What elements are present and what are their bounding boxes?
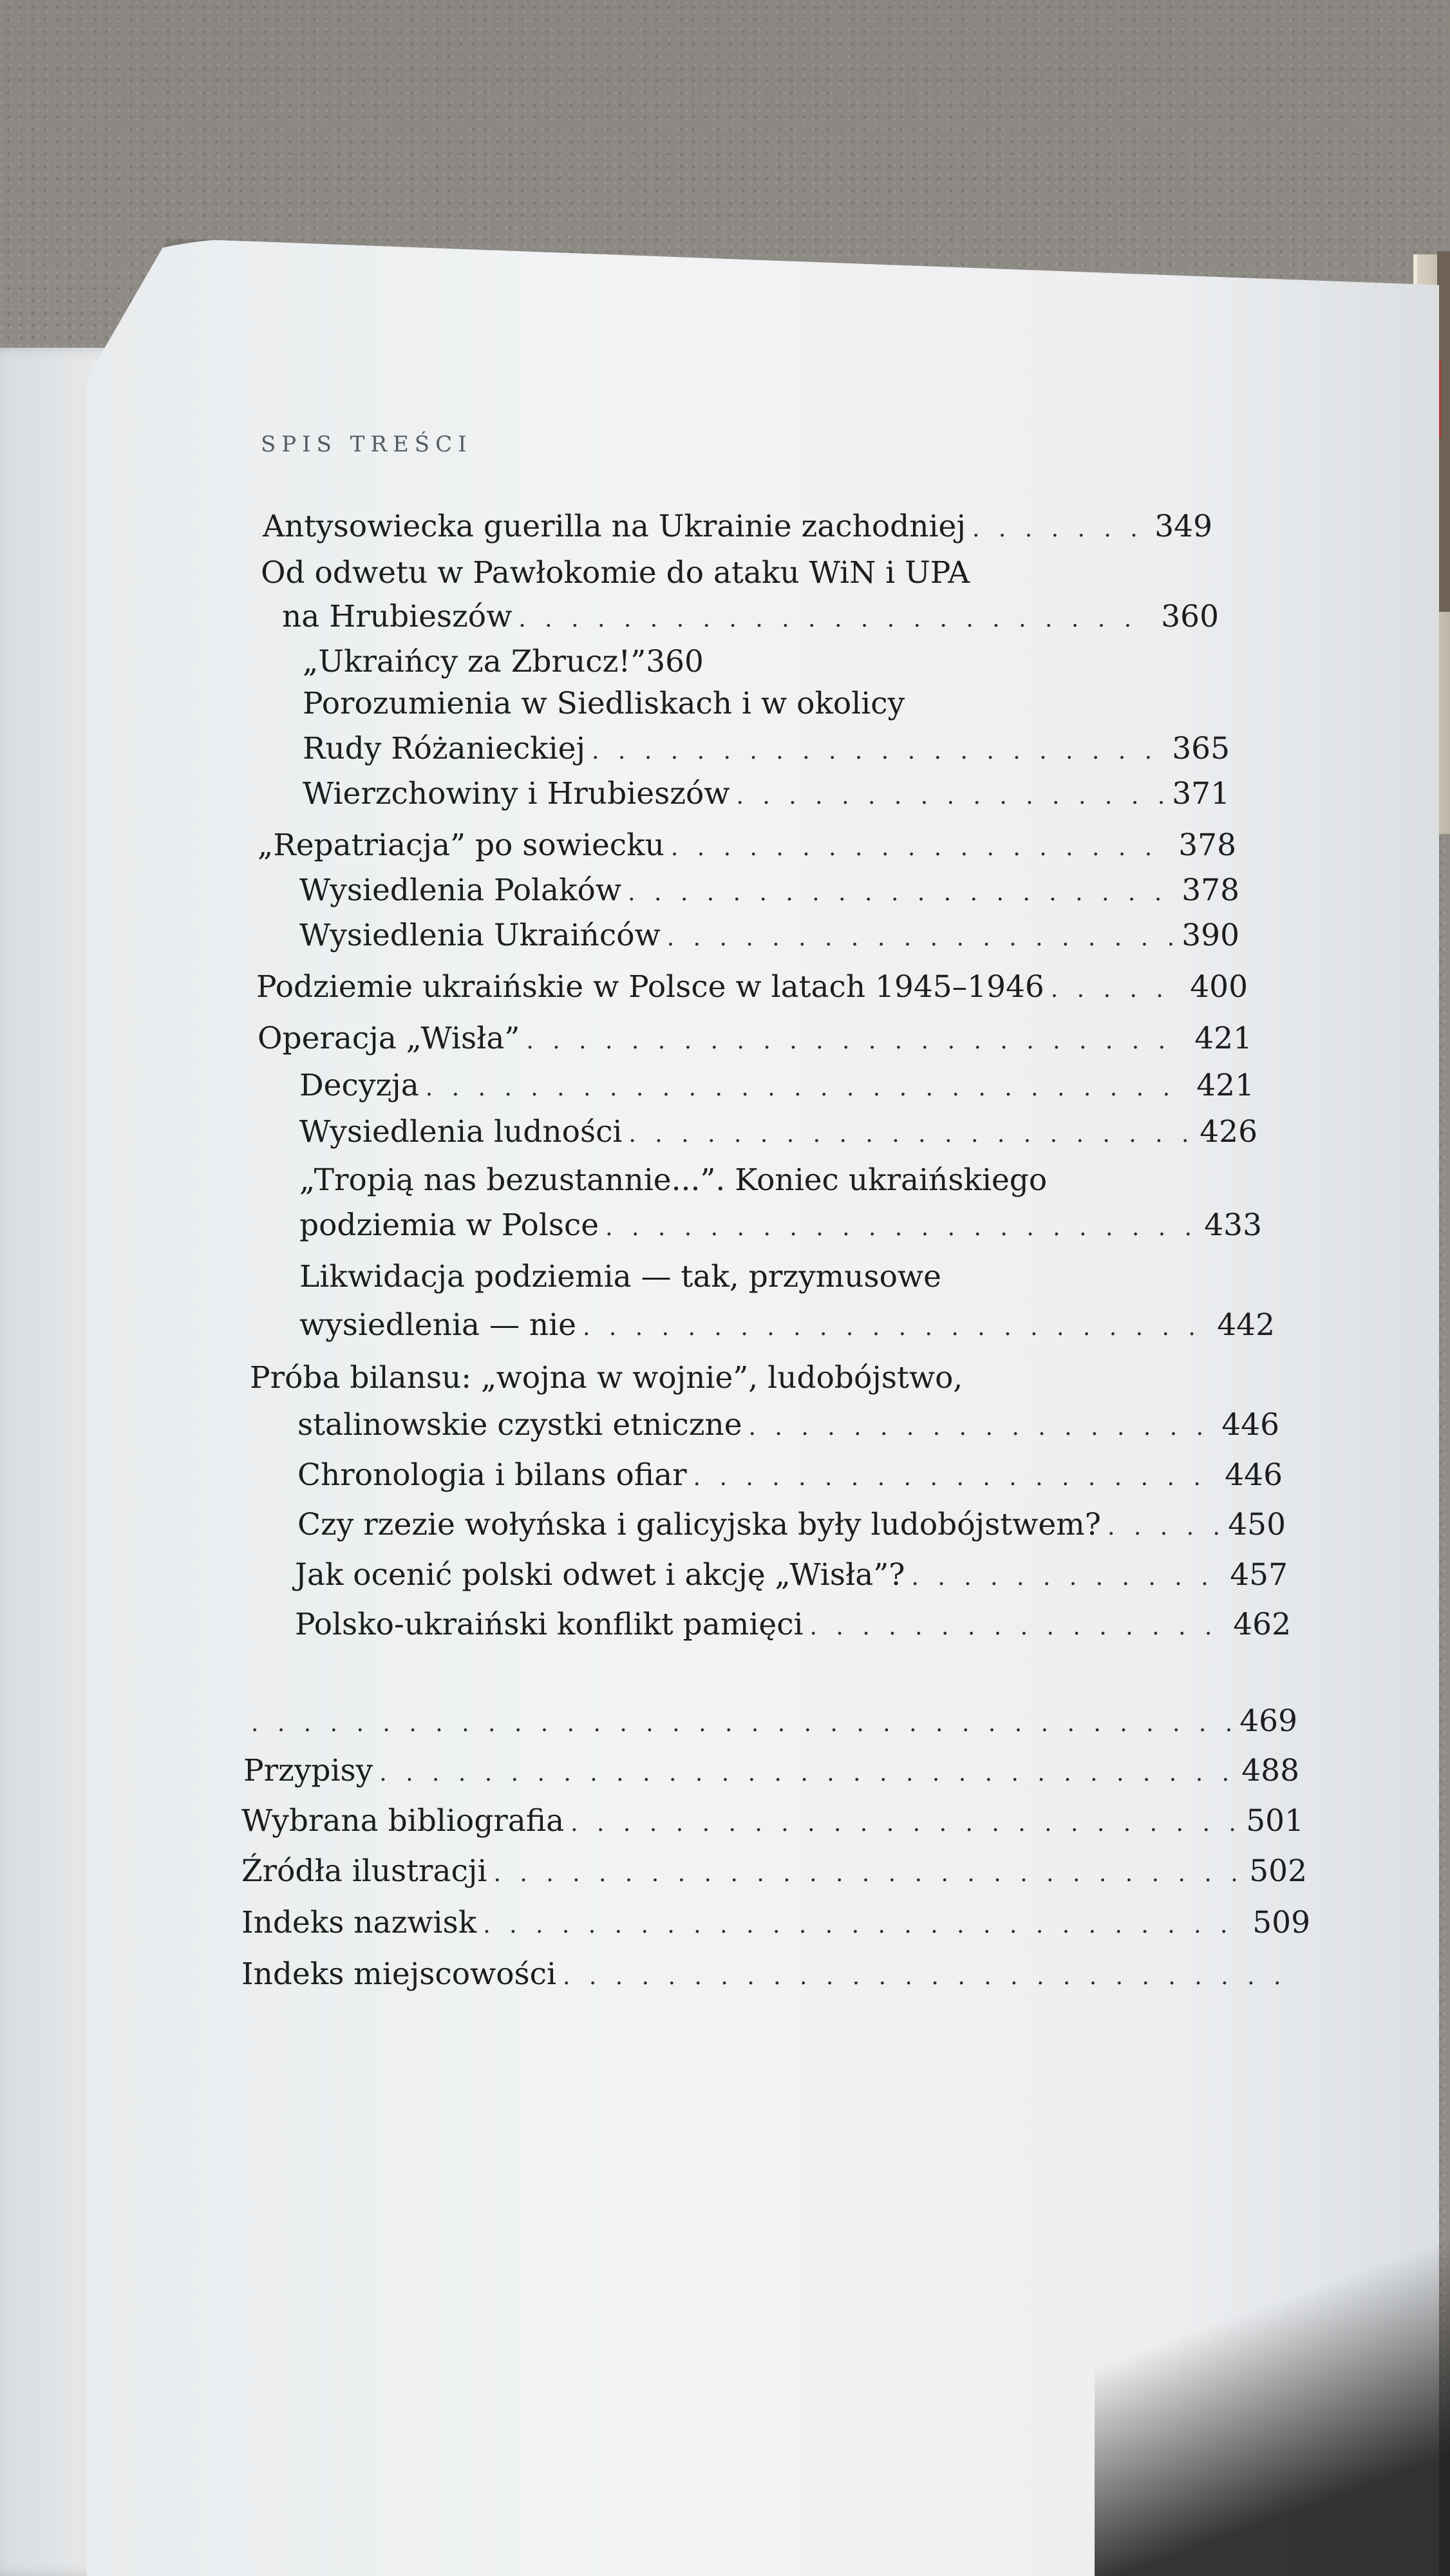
toc-entry-page-number: 421: [1194, 1021, 1252, 1056]
toc-entry-title: Przypisy: [243, 1753, 373, 1788]
toc-entry: [258, 828, 1236, 863]
toc-entry-page-number: 457: [1230, 1557, 1288, 1593]
toc-entry-page-number: 390: [1182, 918, 1239, 953]
toc-entry-title: „Tropią nas bezustannie...”. Koniec ukraińskiego: [299, 1162, 1048, 1198]
toc-entry: [256, 969, 1248, 1005]
toc-entry-page-number: 421: [1196, 1068, 1254, 1103]
toc-entry: [263, 509, 1212, 544]
toc-entry-page-number: 469: [1239, 1703, 1297, 1739]
dot-leader: [493, 1861, 1240, 1887]
toc-entry: [261, 555, 1210, 591]
dot-leader: [426, 1075, 1188, 1101]
toc-entry: [299, 1307, 1275, 1343]
toc-entry: [241, 1905, 1310, 1940]
toc-entry: [282, 599, 1219, 634]
toc-entry: [303, 776, 1230, 811]
toc-entry-page-number: 502: [1249, 1853, 1307, 1889]
toc-entry: [299, 1114, 1257, 1150]
dot-leader: [526, 1028, 1185, 1054]
toc-entry-page-number: 371: [1172, 776, 1230, 811]
toc-entry: [295, 1557, 1288, 1593]
toc-entry: [299, 1259, 1272, 1294]
running-header: SPIS TREŚCI: [261, 431, 473, 457]
toc-entry-title: Rudy Różanieckiej: [303, 731, 586, 766]
toc-entry-title: podziemia w Polsce: [299, 1208, 599, 1243]
toc-entry-page-number: 378: [1178, 828, 1236, 863]
toc-entry: [297, 1457, 1283, 1493]
dot-leader: [583, 1314, 1208, 1341]
toc-entry-title: Antysowiecka guerilla na Ukrainie zachodniej: [263, 509, 966, 544]
toc-entry-title: Indeks miejscowości: [241, 1956, 557, 1992]
toc-entry-page-number: 450: [1228, 1507, 1286, 1542]
toc-entry: [303, 644, 1220, 679]
toc-entry: [303, 731, 1230, 766]
toc-entry-title: Od odwetu w Pawłokomie do ataku WiN i UPA: [261, 555, 970, 591]
dot-leader: [667, 925, 1173, 951]
toc-entry-title: Próba bilansu: „wojna w wojnie”, ludobójstwo,: [250, 1360, 963, 1396]
toc-entry-title: Indeks nazwisk: [241, 1905, 477, 1940]
toc-entry: [241, 1956, 1310, 1992]
dot-leader: [972, 516, 1145, 542]
dot-leader: [563, 1964, 1301, 1990]
dot-leader: [749, 1414, 1213, 1441]
toc-entry-title: Czy rzezie wołyńska i galicyjska były ludobójstwem?: [297, 1507, 1101, 1542]
dot-leader: [628, 1121, 1191, 1148]
toc-entry-page-number: 462: [1233, 1607, 1291, 1642]
dot-leader: [251, 1710, 1230, 1737]
dot-leader: [518, 606, 1152, 632]
toc-entry-title: Wysiedlenia ludności: [299, 1114, 623, 1150]
toc-entry: [299, 1068, 1254, 1103]
toc-entry-page-number: 433: [1204, 1208, 1262, 1243]
toc-entry-title: Polsko-ukraiński konflikt pamięci: [295, 1607, 804, 1642]
toc-entry: [241, 1803, 1304, 1839]
toc-entry-page-number: 378: [1182, 873, 1239, 908]
toc-entry-title: Chronologia i bilans ofiar: [297, 1457, 687, 1493]
toc-entry: [243, 1753, 1299, 1788]
toc-entry-page-number: 509: [1252, 1905, 1310, 1940]
toc-entry-title: Wysiedlenia Polaków: [299, 873, 622, 908]
toc-entry: [297, 1507, 1286, 1542]
dot-leader: [693, 1464, 1216, 1491]
toc-entry-title: Operacja „Wisła”: [258, 1021, 520, 1056]
toc-entry-title: Podziemie ukraińskie w Polsce w latach 1945–1946: [256, 969, 1044, 1005]
toc-entry-page-number: 426: [1200, 1114, 1257, 1150]
toc-entry-page-number: 488: [1241, 1753, 1299, 1788]
toc-entry-page-number: 442: [1217, 1307, 1275, 1343]
dot-leader: [605, 1215, 1195, 1241]
toc-entry: [299, 918, 1239, 953]
shadow: [1095, 2222, 1450, 2576]
toc-entry: [299, 873, 1239, 908]
toc-entry-page-number: 446: [1225, 1457, 1283, 1493]
toc-entry-title: „Ukraińcy za Zbrucz!”: [303, 644, 646, 679]
dot-leader: [592, 738, 1163, 764]
dot-leader: [379, 1760, 1232, 1786]
toc-entry: [241, 1853, 1307, 1889]
toc-entry-page-number: 360: [1161, 599, 1219, 634]
toc-entry-title: Wysiedlenia Ukraińców: [299, 918, 661, 953]
dot-leader: [810, 1614, 1225, 1640]
toc-entry-title: „Repatriacja” po sowiecku: [258, 828, 664, 863]
toc-entry-page-number: 400: [1190, 969, 1248, 1005]
dot-leader: [911, 1564, 1221, 1591]
toc-entry-title: Wierzchowiny i Hrubieszów: [303, 776, 730, 811]
toc-entry-page-number: 365: [1172, 731, 1230, 766]
toc-entry-title: Porozumienia w Siedliskach i w okolicy: [303, 686, 905, 721]
toc-entry: [303, 686, 1220, 721]
toc-entry: [297, 1407, 1279, 1443]
toc-entry-page-number: 360: [646, 644, 704, 679]
dot-leader: [737, 783, 1163, 810]
toc-entry-title: Jak ocenić polski odwet i akcję „Wisła”?: [295, 1557, 905, 1593]
toc-entry-title: Decyzja: [299, 1068, 419, 1103]
toc-entry-title: Wybrana bibliografia: [241, 1803, 565, 1839]
toc-entry-title: Likwidacja podziemia — tak, przymusowe: [299, 1259, 941, 1294]
dot-leader: [483, 1912, 1243, 1938]
toc-entry-title: wysiedlenia — nie: [299, 1307, 576, 1343]
toc-entry: [250, 1360, 1277, 1396]
toc-entry: [299, 1162, 1259, 1198]
toc-entry-page-number: 349: [1154, 509, 1212, 544]
toc-entry: [258, 1021, 1252, 1056]
dot-leader: [1107, 1514, 1219, 1540]
toc-entry-title: na Hrubieszów: [282, 599, 513, 634]
toc-entry-title: stalinowskie czystki etniczne: [297, 1407, 742, 1443]
dot-leader: [628, 880, 1172, 906]
dot-leader: [1051, 976, 1181, 1003]
toc-entry: [299, 1208, 1262, 1243]
toc-entry: [245, 1703, 1297, 1739]
dot-leader: [570, 1810, 1237, 1837]
toc-entry-page-number: 501: [1246, 1803, 1304, 1839]
toc-entry-page-number: 446: [1221, 1407, 1279, 1443]
toc-entry-title: Źródła ilustracji: [241, 1853, 487, 1889]
toc-entry: [295, 1607, 1291, 1642]
dot-leader: [671, 835, 1169, 861]
